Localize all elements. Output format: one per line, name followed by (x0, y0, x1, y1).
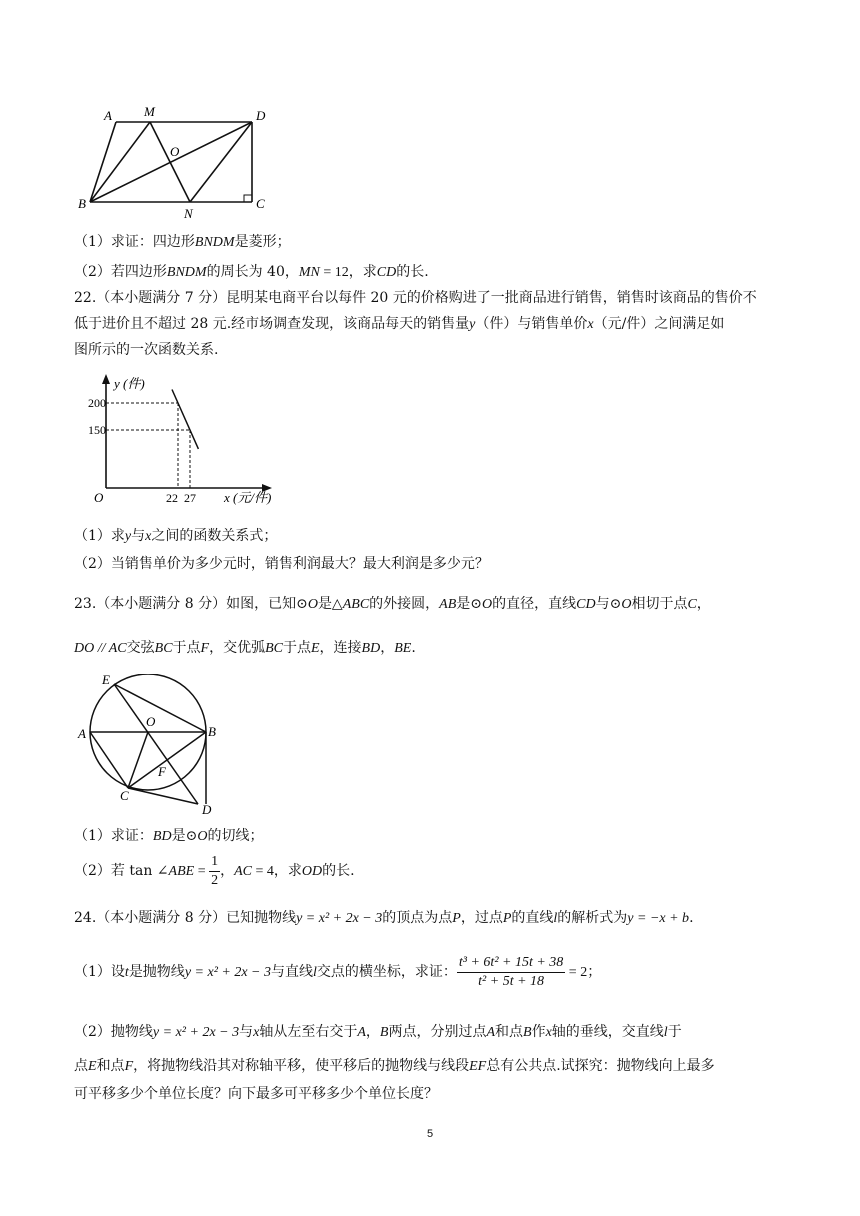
q23-line2: DO // AC交弦BC于点F，交优弧BC于点E，连接BD，BE. (74, 640, 416, 656)
q22-line1: 22.（本小题满分 7 分）昆明某电商平台以每件 20 元的价格购进了一批商品进行销售，销售时该商品的售价不 (74, 290, 757, 306)
q23-fraction: $\frac{1}{2}$ (211, 853, 219, 888)
q23-label-E: E (102, 674, 110, 687)
q22-tick-22: 22 (166, 491, 178, 505)
q22-x-axis-label: x (元/件) (224, 490, 272, 505)
q21-label-C: C (256, 196, 265, 211)
q21-label-N: N (184, 206, 193, 221)
q23-figure (76, 674, 226, 818)
q22-line2: 低于进价且不超过 28 元.经市场调查发现，该商品每天的销售量y（件）与销售单价x（元/件）之间满足如 (74, 316, 725, 332)
q21-label-O: O (170, 144, 180, 159)
q24-part2-line3: 可平移多少个单位长度？向下最多可平移多少个单位长度？ (74, 1086, 438, 1102)
q21-part1: （1）求证：四边形BNDM是菱形； (74, 234, 291, 250)
q22-tick-27: 27 (184, 491, 196, 505)
q23-label-B: B (208, 724, 216, 739)
q22-origin-label: O (94, 490, 104, 505)
q23-part1: （1）求证：BD是⊙O的切线； (74, 828, 264, 844)
q22-part1: （1）求y与x之间的函数关系式； (74, 528, 278, 544)
q22-y-axis-label: y (件) (114, 376, 145, 391)
q22-line3: 图所示的一次函数关系. (74, 342, 219, 358)
q22-function-line (172, 390, 198, 449)
q23-line1: 23.（本小题满分 8 分）如图，已知⊙O是△ABC的外接圆，AB是⊙O的直径，直线CD与⊙O相切于点C， (74, 596, 711, 612)
q24-part2-line2: 点E和点F，将抛物线沿其对称轴平移，使平移后的抛物线与线段EF总有公共点.试探究：抛物线向上最多 (74, 1058, 715, 1074)
q22-part2: （2）当销售单价为多少元时，销售利润最大？最大利润是多少元？ (74, 556, 489, 572)
q23-label-F: F (158, 764, 166, 779)
q23-label-C: C (120, 788, 129, 803)
q22-chart (88, 372, 288, 506)
q24-part1: （1）设t是抛物线y = x² + 2x − 3与直线l交点的横坐标，求证： $\frac{\text{t³ + 6t² + 15t + 38}}{\text{t² + 5t + 18}}$ = 2； (74, 954, 602, 989)
q24-line1: 24.（本小题满分 8 分）已知抛物线y = x² + 2x − 3的顶点为点P，过点P的直线l的解析式为y = −x + b. (74, 910, 694, 926)
q22-tick-150: 150 (88, 423, 106, 437)
q21-figure (76, 104, 276, 224)
q21-label-A: A (104, 108, 112, 123)
q23-label-O: O (146, 714, 156, 729)
page-number: 5 (426, 1128, 434, 1140)
q23-label-D: D (202, 802, 212, 817)
q23-part2: （2）若 tan ∠ABE = $\frac{1}{2}$ ，AC = 4，求OD的长. (74, 853, 355, 888)
q21-label-D: D (256, 108, 266, 123)
q21-label-B: B (78, 196, 86, 211)
q23-label-A: A (78, 726, 86, 741)
q21-label-M: M (144, 104, 155, 119)
q24-fraction: $\frac{\text{t³ + 6t² + 15t + 38}}{\text{t² + 5t + 18}}$ (458, 954, 564, 989)
q22-tick-200: 200 (88, 396, 106, 410)
q21-part2: （2）若四边形BNDM的周长为 40，MN = 12，求CD的长. (74, 264, 429, 280)
q24-part2-line1: （2）抛物线y = x² + 2x − 3与x轴从左至右交于A，B两点，分别过点A和点B作x轴的垂线，交直线l于 (74, 1024, 682, 1040)
